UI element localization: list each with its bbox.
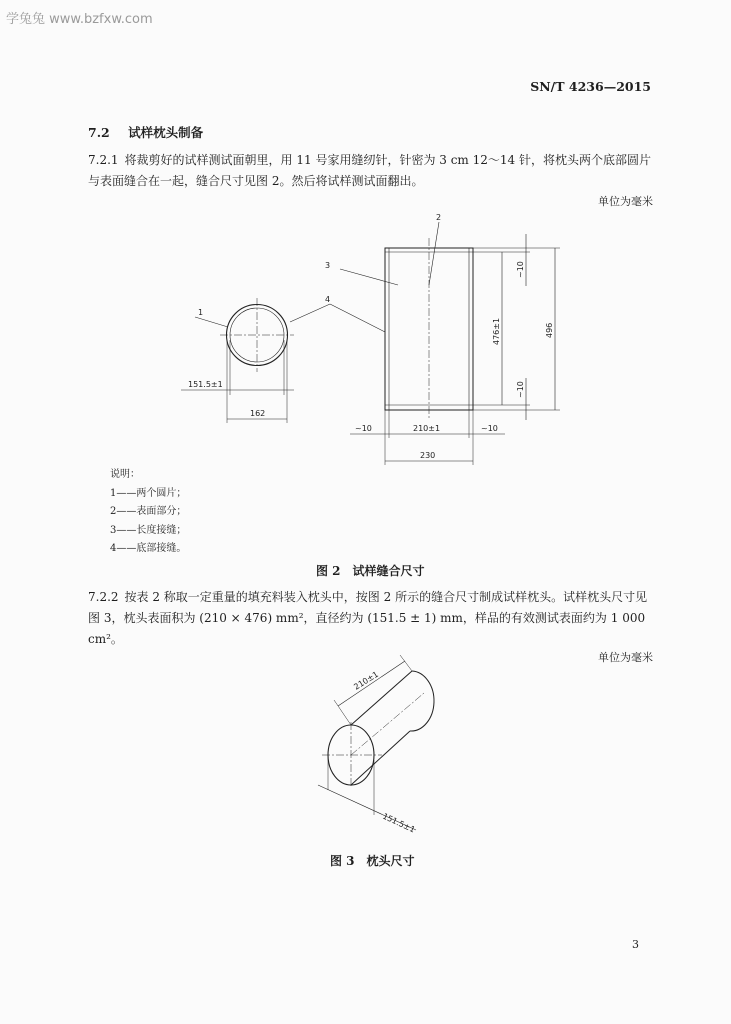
label-rect-inner-width: 210±1 [413,424,441,433]
label-circle-outer: 162 [250,409,266,418]
label-rect-inner-height: 476±1 [492,317,501,345]
section-number: 7.2 [88,125,110,140]
label-length: 210±1 [352,669,381,692]
paragraph-text: 按表 2 称取一定重量的填充料装入枕头中，按图 2 所示的缝合尺寸制成试样枕头。试样枕头尺寸见图 3，枕头表面积为 (210 × 476) mm²，直径约为 (151.5 ± 1) mm，样品的有效测试表面约为 1 000 cm²。 [88,590,648,646]
ext-length-front [334,700,351,725]
dim-line-length [338,661,405,706]
cylinder-bottom-edge [351,731,410,785]
note-item: 2——表面部分； [110,506,187,517]
notes-title: 说明： [110,469,140,480]
watermark: 学兔兔 www.bzfxw.com [6,12,153,27]
label-rect-outer-height: 496 [545,322,554,338]
label-part-3: 3 [325,261,331,270]
figure-3-caption: 图 3 枕头尺寸 [330,854,415,868]
standard-code: SN/T 4236—2015 [530,79,651,94]
label-top-margin: ~10 [516,261,525,278]
label-rect-outer-width: 230 [420,451,436,460]
label-left-margin: ~10 [355,424,372,433]
label-right-margin: ~10 [481,424,498,433]
label-diameter: 151.5±1 [381,811,417,835]
figure-2-caption: 图 2 试样缝合尺寸 [316,564,425,578]
section-title: 试样枕头制备 [128,125,204,140]
label-part-1: 1 [198,308,204,317]
note-item: 3——长度接缝； [110,524,187,536]
cylinder-back-end [410,671,434,731]
note-item: 4——底部接缝。 [110,543,187,554]
note-item: 1——两个圆片； [110,487,187,499]
paragraph-text: 将裁剪好的试样测试面朝里，用 11 号家用缝纫针，针密为 3 cm 12～14 针，将枕头两个底部圆片与表面缝合在一起，缝合尺寸见图 2。然后将试样测试面翻出。 [88,153,651,188]
label-part-2: 2 [436,213,442,222]
paragraph-number: 7.2.1 [88,153,119,167]
label-bottom-margin: ~10 [516,381,525,398]
unit-label-2: 单位为毫米 [598,651,653,664]
paragraph-number: 7.2.2 [88,590,119,604]
label-part-4: 4 [325,295,331,304]
unit-label: 单位为毫米 [598,195,653,208]
axis-centerline [351,693,424,755]
page-number: 3 [632,938,639,951]
label-circle-dia: 151.5±1 [188,380,223,389]
